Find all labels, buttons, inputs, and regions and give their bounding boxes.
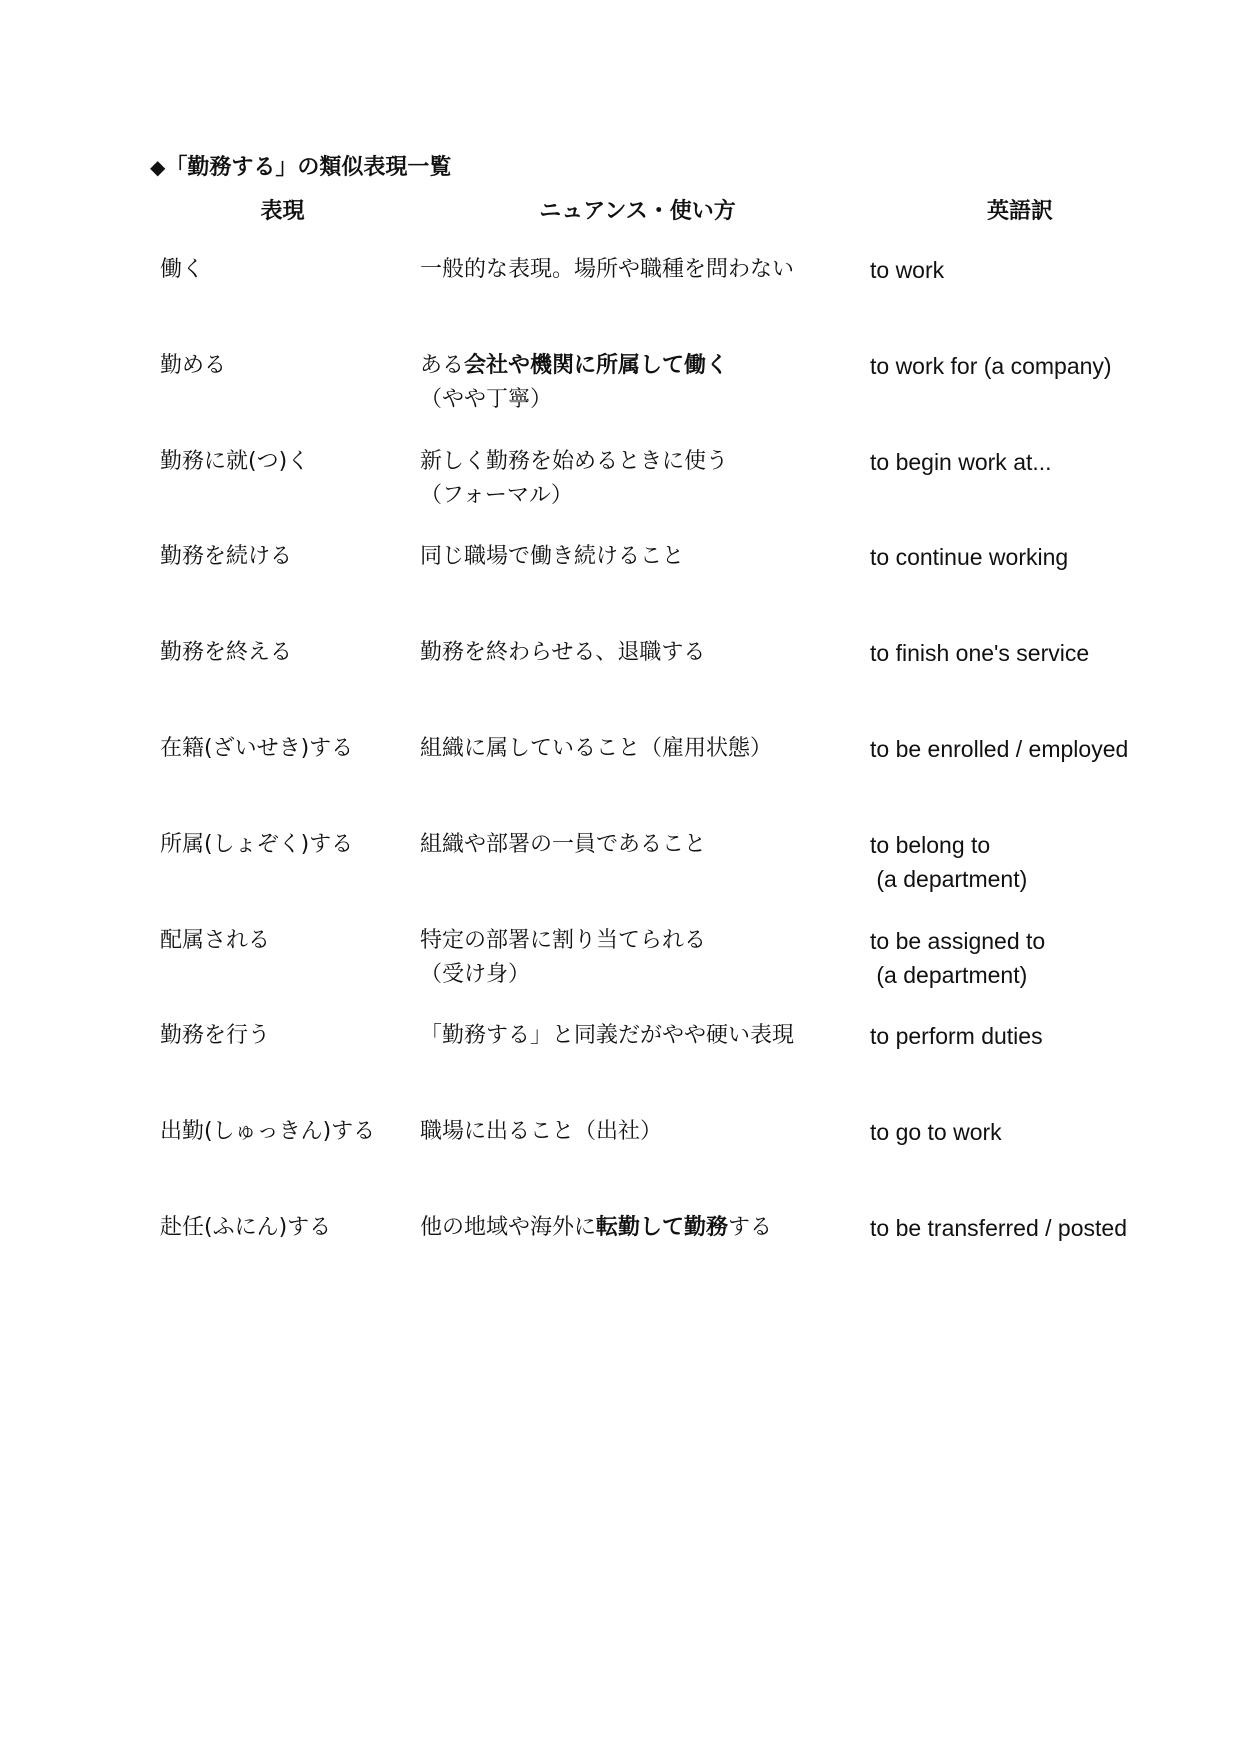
cell-english bbox=[870, 924, 1230, 992]
cell-english bbox=[870, 445, 1230, 479]
table-header bbox=[0, 195, 1241, 229]
table-row bbox=[0, 732, 1241, 828]
table-row bbox=[0, 636, 1241, 732]
table-row bbox=[0, 924, 1241, 1020]
cell-english bbox=[870, 732, 1230, 766]
cell-english bbox=[870, 540, 1230, 574]
cell-expression: 勤務に就(つ)く bbox=[160, 448, 310, 474]
cell-nuance bbox=[420, 732, 860, 766]
table-row bbox=[0, 1115, 1241, 1211]
diamond-bullet-icon: ◆ bbox=[150, 155, 166, 179]
table-row bbox=[0, 445, 1241, 541]
nuance-line bbox=[420, 445, 860, 479]
nuance-text: 同じ職場で働き続けること bbox=[420, 544, 685, 570]
nuance-text: 一般的な表現。場所や職種を問わない bbox=[420, 257, 795, 282]
nuance-text: 職場に出ること（出社） bbox=[420, 1119, 663, 1145]
nuance-text: 「勤務する」と同義だがやや硬い表現 bbox=[420, 1023, 795, 1049]
table-row bbox=[0, 1211, 1241, 1307]
cell-english bbox=[870, 349, 1230, 383]
table-row bbox=[0, 349, 1241, 445]
cell-expression: 勤務を終える bbox=[160, 640, 293, 666]
cell-english bbox=[870, 636, 1230, 670]
nuance-line bbox=[420, 924, 860, 958]
nuance-line bbox=[420, 1115, 860, 1149]
nuance-line bbox=[420, 540, 860, 574]
english-line: to be enrolled / employed bbox=[870, 736, 1129, 762]
nuance-line bbox=[420, 1019, 860, 1053]
nuance-line bbox=[420, 349, 860, 383]
header-nuance: ニュアンス・使い方 bbox=[539, 199, 736, 224]
cell-english bbox=[870, 828, 1230, 896]
cell-nuance bbox=[420, 924, 860, 992]
cell-expression: 勤務を続ける bbox=[160, 544, 293, 570]
nuance-text: 特定の部署に割り当てられる bbox=[420, 927, 707, 953]
nuance-text: ある bbox=[420, 352, 465, 378]
nuance-note: （フォーマル） bbox=[420, 482, 573, 508]
cell-nuance bbox=[420, 445, 860, 513]
table-row bbox=[0, 1019, 1241, 1115]
cell-nuance bbox=[420, 349, 860, 417]
nuance-text: 組織や部署の一員であること bbox=[420, 831, 707, 857]
cell-nuance bbox=[420, 253, 860, 287]
nuance-text: 新しく勤務を始めるときに使う bbox=[420, 448, 729, 474]
nuance-bold-text: 会社や機関に所属して働く bbox=[464, 352, 729, 378]
english-line: to belong to bbox=[870, 831, 991, 858]
english-line: (a department) bbox=[870, 961, 1028, 988]
cell-expression: 働く bbox=[160, 257, 205, 282]
nuance-line bbox=[420, 636, 860, 670]
english-line: to perform duties bbox=[870, 1023, 1043, 1050]
english-line: to begin work at... bbox=[870, 448, 1052, 475]
nuance-line bbox=[420, 1211, 860, 1245]
english-line: to go to work bbox=[870, 1119, 1002, 1146]
cell-nuance bbox=[420, 636, 860, 670]
nuance-bold-text: 転勤して勤務 bbox=[596, 1215, 729, 1240]
cell-english bbox=[870, 253, 1230, 287]
cell-expression: 勤める bbox=[160, 352, 227, 378]
nuance-text: 勤務を終わらせる、退職する bbox=[420, 640, 706, 666]
table-row bbox=[0, 828, 1241, 924]
document-title bbox=[150, 150, 451, 185]
cell-expression: 所属(しょぞく)する bbox=[160, 831, 354, 857]
english-line: to continue working bbox=[870, 544, 1069, 571]
english-line: (a department) bbox=[870, 865, 1028, 892]
table-row bbox=[0, 253, 1241, 349]
nuance-text: 他の地域や海外に bbox=[420, 1215, 597, 1240]
cell-expression: 配属される bbox=[160, 927, 271, 953]
nuance-line bbox=[420, 732, 860, 766]
title-text: 「勤務する」の類似表現一覧 bbox=[165, 155, 452, 180]
cell-english bbox=[870, 1115, 1230, 1149]
header-english: 英語訳 bbox=[986, 199, 1053, 224]
cell-expression: 赴任(ふにん)する bbox=[160, 1215, 332, 1240]
cell-nuance bbox=[420, 540, 860, 574]
english-line: to finish one's service bbox=[870, 640, 1090, 667]
nuance-text: する bbox=[728, 1215, 773, 1240]
nuance-note: （やや丁寧） bbox=[420, 386, 553, 412]
cell-nuance bbox=[420, 1019, 860, 1053]
nuance-note: （受け身） bbox=[420, 961, 531, 987]
cell-expression: 在籍(ざいせき)する bbox=[160, 736, 354, 761]
cell-english bbox=[870, 1211, 1230, 1245]
cell-english bbox=[870, 1019, 1230, 1053]
cell-nuance bbox=[420, 1115, 860, 1149]
table-row bbox=[0, 540, 1241, 636]
english-line: to work for (a company) bbox=[870, 352, 1112, 379]
english-line: to be assigned to bbox=[870, 927, 1046, 954]
nuance-line bbox=[420, 253, 860, 287]
cell-nuance bbox=[420, 1211, 860, 1245]
cell-expression: 勤務を行う bbox=[160, 1023, 271, 1049]
nuance-line bbox=[420, 828, 860, 862]
header-expression: 表現 bbox=[260, 199, 305, 224]
english-line: to be transferred / posted bbox=[870, 1215, 1127, 1241]
cell-nuance bbox=[420, 828, 860, 862]
cell-expression: 出勤(しゅっきん)する bbox=[160, 1119, 376, 1145]
english-line: to work bbox=[870, 257, 945, 283]
nuance-text: 組織に属していること（雇用状態） bbox=[420, 736, 773, 761]
